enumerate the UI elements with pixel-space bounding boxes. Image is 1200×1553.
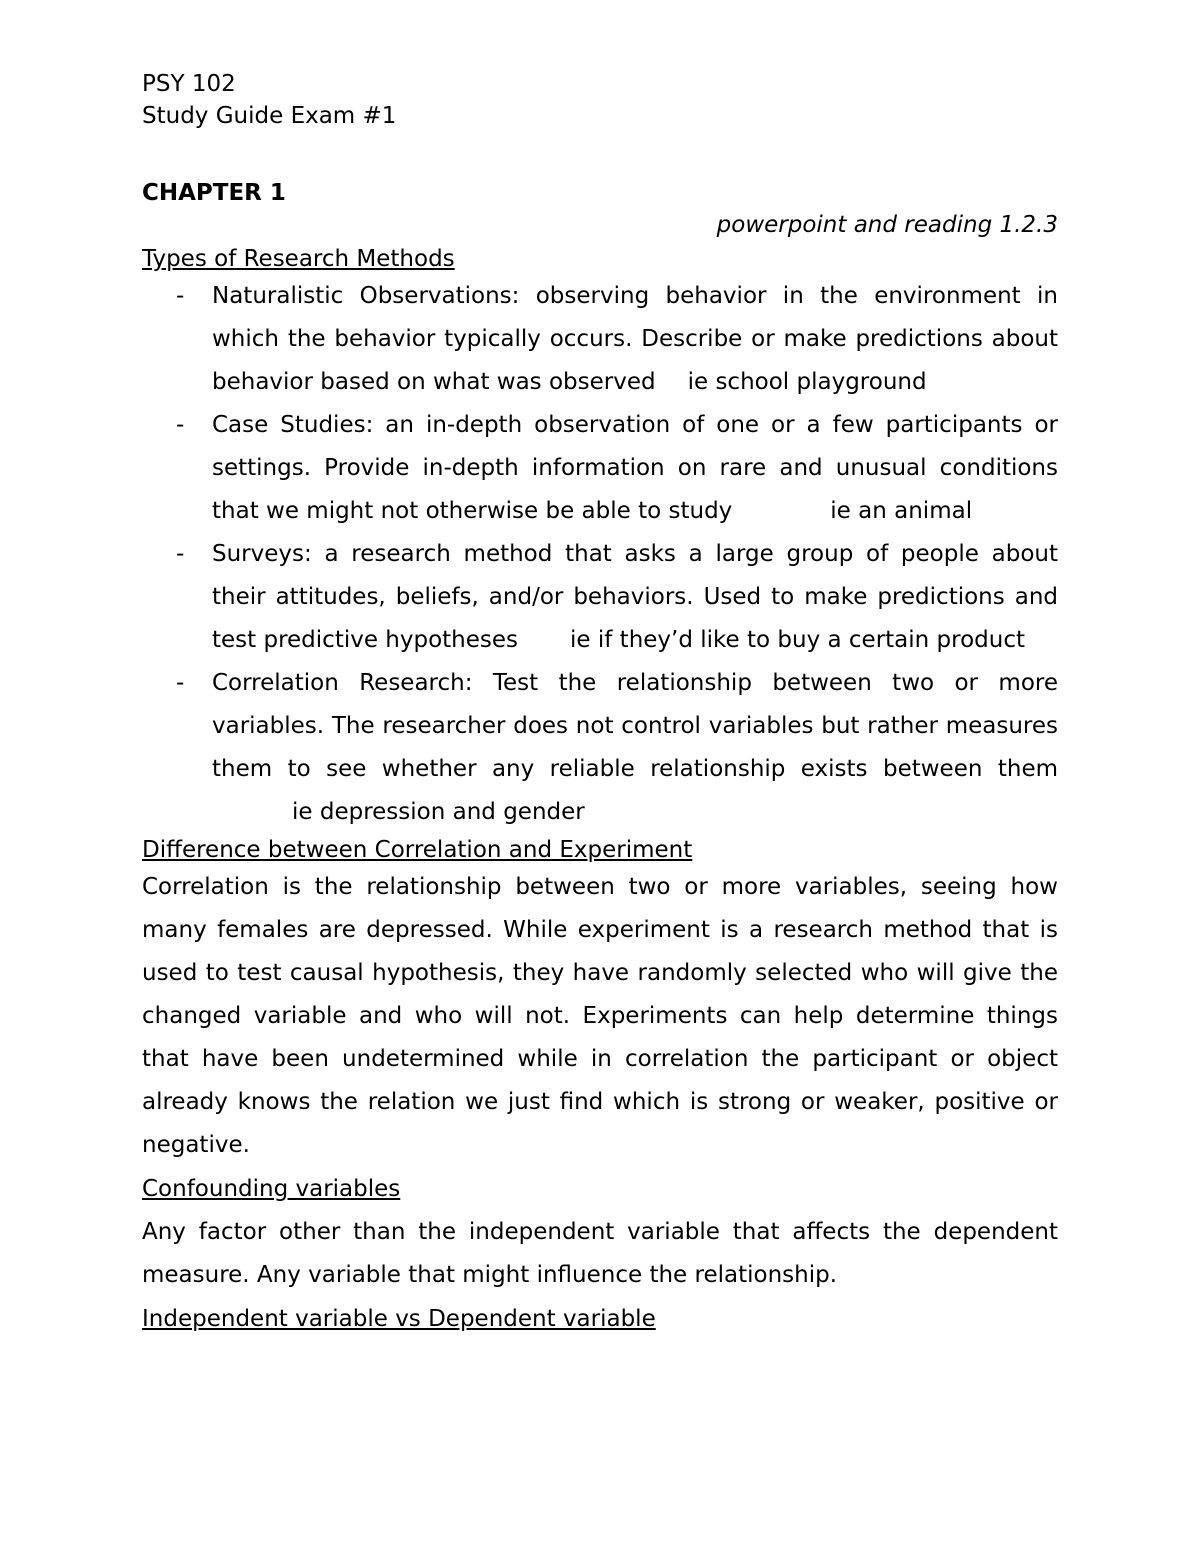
research-methods-list: [142, 275, 1058, 834]
confounding-paragraph: Any factor other than the independent variable that affects the dependent measure. Any variable that might influence the relationship.: [142, 1219, 1058, 1288]
chapter-source-note: powerpoint and reading 1.2.3: [716, 212, 1058, 238]
course-code: PSY 102: [142, 71, 236, 97]
list-item-case-studies: [142, 404, 1058, 533]
list-item-example: ie an animal: [830, 498, 973, 524]
list-dash: -: [176, 541, 185, 567]
list-item-correlation: [142, 662, 1058, 834]
confounding-heading: Confounding variables: [142, 1176, 401, 1202]
list-item-example: ie depression and gender: [292, 799, 585, 825]
difference-heading: Difference between Correlation and Experiment: [142, 837, 693, 863]
difference-paragraph: Correlation is the relationship between two or more variables, seeing how many females are depressed. While experiment is a research method that is used to test causal hypothesis, they have randomly selected who will give the changed variable and who will not. Experiments can help determine things that have been undetermined while in correlation the participant or object already knows the relation we just find which is strong or weaker, positive or negative.: [142, 874, 1058, 1158]
list-item-example: ie if they’d like to buy a certain product: [570, 627, 1026, 653]
list-item-text: Case Studies: an in-depth observation of one or a few participants or settings. Provide in-depth information on rare and unusual conditions that we might not otherwise be able to study: [212, 412, 1058, 524]
list-item-example: ie school playground: [687, 369, 927, 395]
independent-dependent-heading: Independent variable vs Dependent variable: [142, 1306, 656, 1332]
list-dash: -: [176, 412, 185, 438]
list-item-text: Surveys: a research method that asks a large group of people about their attitudes, beliefs, and/or behaviors. Used to make predictions and test predictive hypotheses: [212, 541, 1058, 653]
list-item-surveys: [142, 533, 1058, 662]
document-title: Study Guide Exam #1: [142, 103, 397, 129]
list-dash: -: [176, 283, 185, 309]
list-item-text: Correlation Research: Test the relationship between two or more variables. The researcher does not control variables but rather measures them to see whether any reliable relationship exists between them: [212, 670, 1058, 782]
list-item-text: Naturalistic Observations: observing behavior in the environment in which the behavior typically occurs. Describe or make predictions about behavior based on what was observed: [212, 283, 1058, 395]
list-dash: -: [176, 670, 185, 696]
document-page: [142, 68, 1058, 1335]
research-methods-heading: Types of Research Methods: [142, 246, 455, 272]
list-item-naturalistic: [142, 275, 1058, 404]
chapter-heading: CHAPTER 1: [142, 180, 286, 206]
